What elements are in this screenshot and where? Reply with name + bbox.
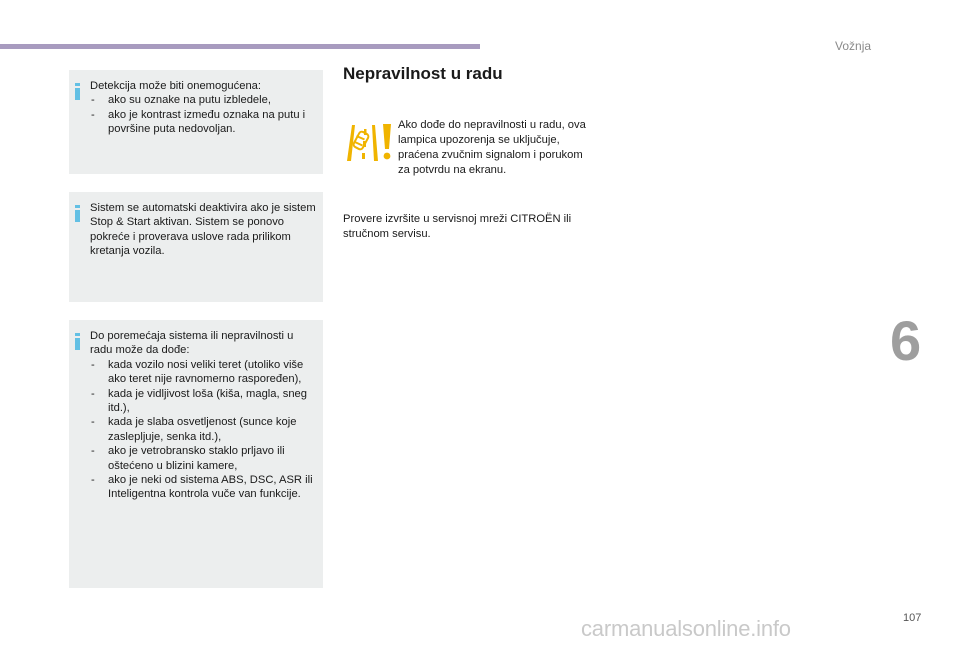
header-accent-bar <box>0 44 480 49</box>
info-box-intro: Detekcija može biti onemogućena: <box>90 80 262 92</box>
list-item: - ako je vetrobransko staklo prljavo ili oštećeno u blizini kamere, <box>90 444 317 473</box>
info-box-list <box>90 93 317 136</box>
list-item: - kada je slaba osvetljenost (sunce koje zaslepljuje, senka itd.), <box>90 415 317 444</box>
info-box-list <box>90 358 317 502</box>
list-item: - ako su oznake na putu izbledele, <box>90 93 317 107</box>
list-item: - kada je vidljivost loša (kiša, magla, sneg itd.), <box>90 387 317 416</box>
watermark: carmanualsonline.info <box>581 616 791 641</box>
lane-departure-warning-icon <box>344 117 394 163</box>
info-icon <box>75 205 80 220</box>
chapter-number: 6 <box>890 309 922 372</box>
info-box-detection <box>69 70 323 174</box>
section-title: Vožnja <box>835 39 872 53</box>
info-icon <box>75 83 80 98</box>
page-number: 107 <box>903 612 922 624</box>
warning-light-description: Ako dođe do nepravilnosti u radu, ova lampica upozorenja se uključuje, praćena zvučnim signalom i porukom za potvrdu na ekranu. <box>398 119 586 176</box>
info-box-intro: Do poremećaja sistema ili nepravilnosti u radu može da dođe: <box>90 330 294 357</box>
service-advice: Provere izvršite u servisnoj mreži CITROËN ili stručnom servisu. <box>343 213 572 240</box>
info-box-intro: Sistem se automatski deaktivira ako je sistem Stop & Start aktivan. Sistem se ponovo pokreće i proverava uslove rada prilikom kretanja vozila. <box>90 202 316 258</box>
list-item: - kada vozilo nosi veliki teret (utoliko više ako teret nije ravnomerno raspoređen), <box>90 358 317 387</box>
list-item: - ako je kontrast između oznaka na putu i površine puta nedovoljan. <box>90 108 317 137</box>
info-box-stop-start <box>69 192 323 302</box>
list-item: - ako je neki od sistema ABS, DSC, ASR ili Inteligentna kontrola vuče van funkcije. <box>90 473 317 502</box>
section-heading: Nepravilnost u radu <box>343 64 503 83</box>
info-box-malfunctions <box>69 320 323 588</box>
info-icon <box>75 333 80 348</box>
